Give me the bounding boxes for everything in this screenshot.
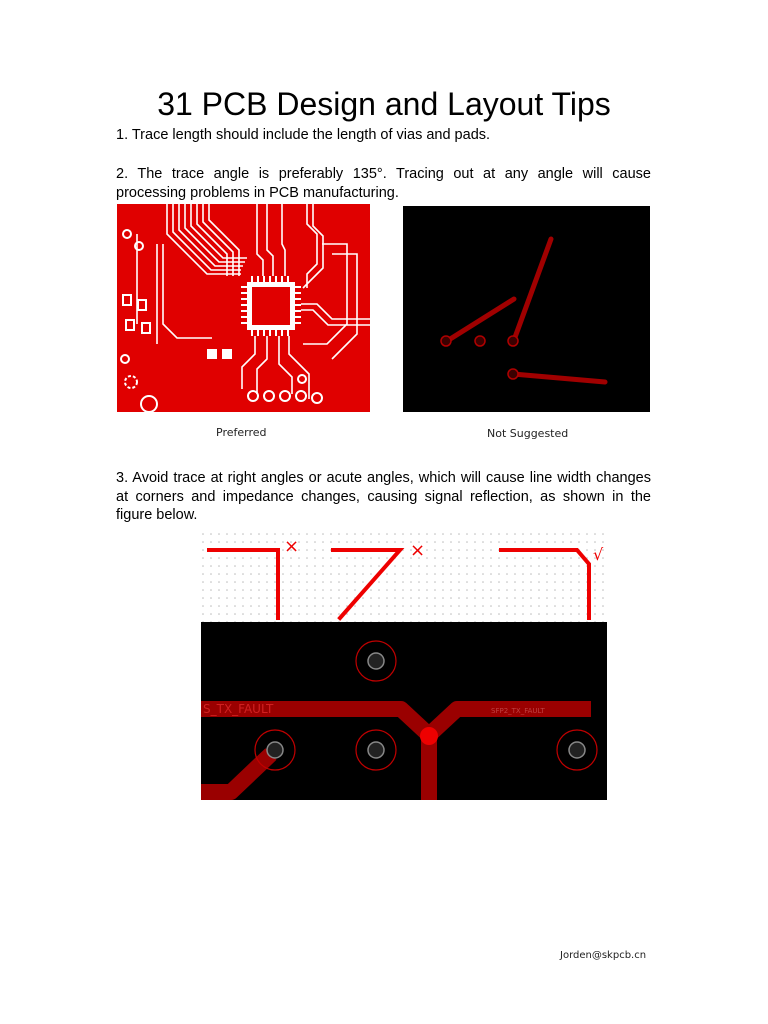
trace-corner-examples xyxy=(201,532,607,622)
preferred-caption: Preferred xyxy=(216,426,267,439)
footer-email: Jorden@skpcb.cn xyxy=(560,950,647,961)
tip-1: 1. Trace length should include the length of vias and pads. xyxy=(116,127,491,143)
bad-acute-angle-mark: × xyxy=(410,540,426,561)
tip-2: 2. The trace angle is preferably 135°. Tracing out at any angle will cause processing problems in PCB manufacturing. xyxy=(116,166,651,201)
bad-right-angle-mark: × xyxy=(284,536,300,557)
net-label-left: S_TX_FAULT xyxy=(203,702,274,716)
t-junction-board-image xyxy=(201,622,607,800)
tip-3: 3. Avoid trace at right angles or acute angles, which will cause line width changes at corners and impedance changes, causing signal reflection, as shown in the figure below. xyxy=(116,470,651,523)
not-suggested-routing-image xyxy=(403,206,650,412)
not-suggested-caption: Not Suggested xyxy=(487,427,569,440)
preferred-routing-image xyxy=(117,204,370,412)
good-angle-mark: √ xyxy=(593,545,604,564)
page-title: 31 PCB Design and Layout Tips xyxy=(157,86,611,122)
net-label-right: SFP2_TX_FAULT xyxy=(491,707,545,715)
